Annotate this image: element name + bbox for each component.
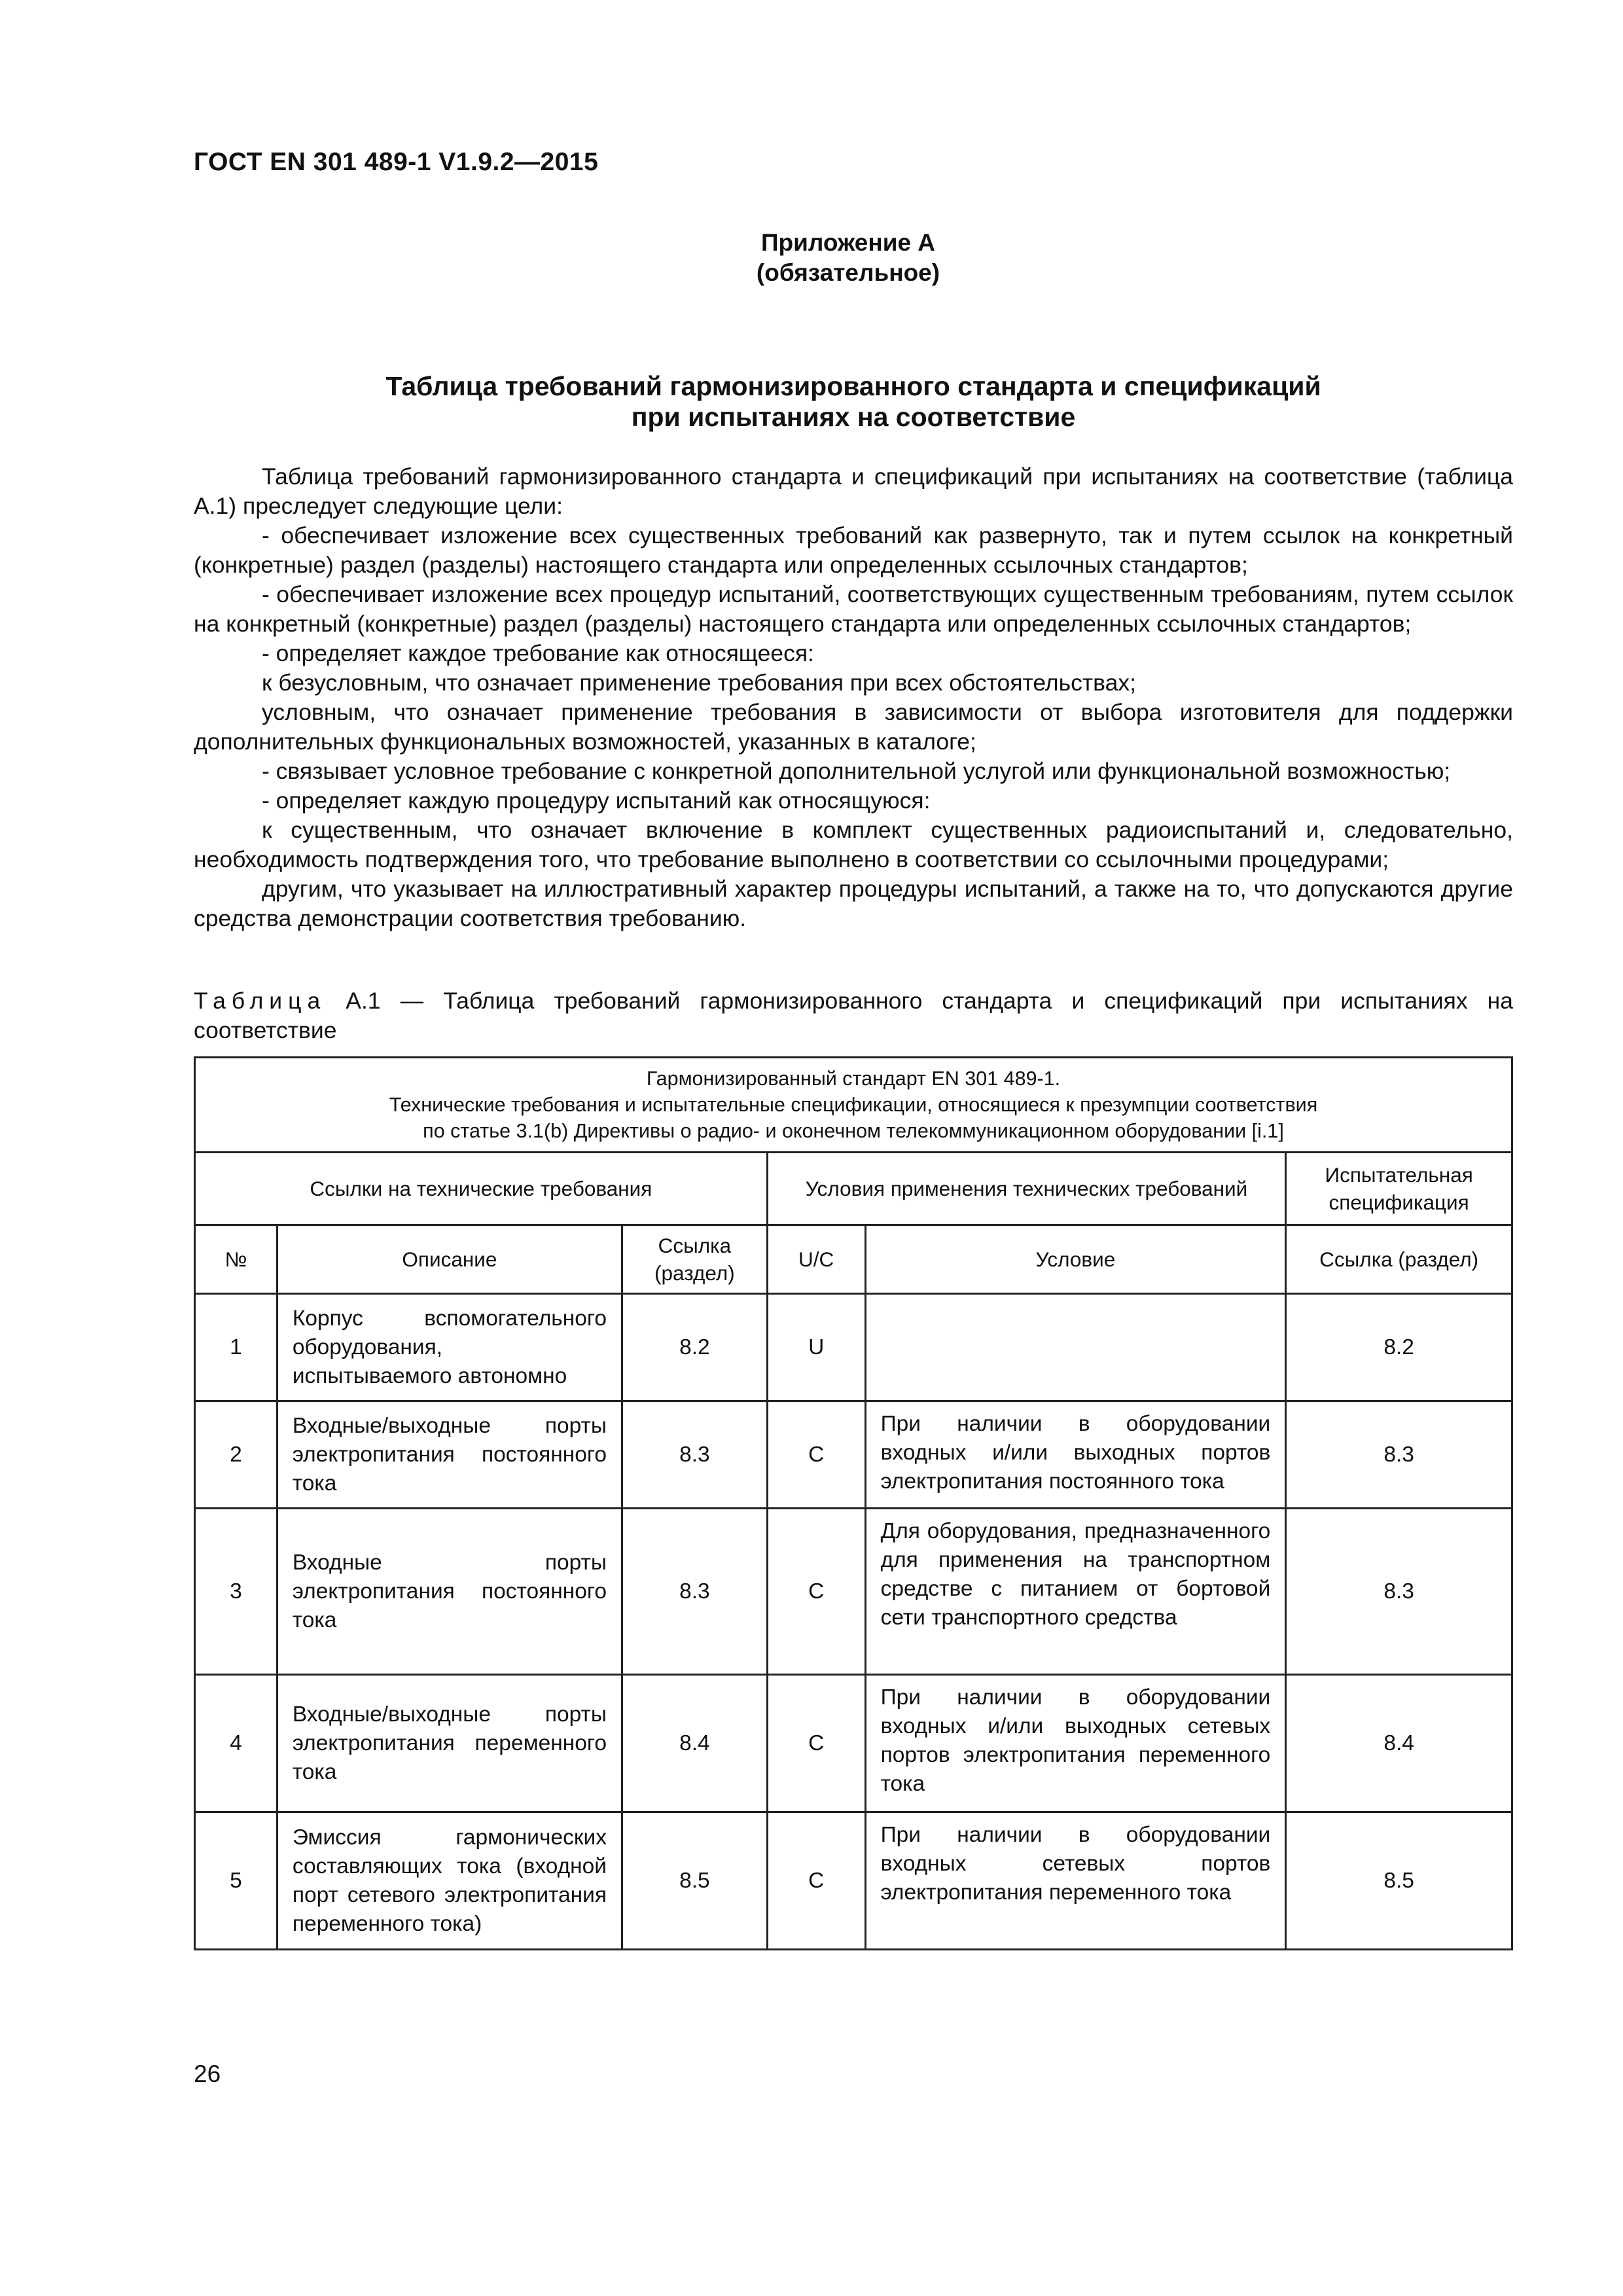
row-uc: C xyxy=(767,1401,865,1509)
table-row xyxy=(195,1401,1512,1509)
row-reference: 8.3 xyxy=(622,1509,767,1675)
table-row xyxy=(195,1675,1512,1812)
row-condition xyxy=(865,1294,1286,1401)
col-header-uc: U/C xyxy=(767,1225,865,1294)
body-text xyxy=(194,462,1513,933)
row-spec: 8.3 xyxy=(1286,1401,1512,1509)
group-header-row xyxy=(195,1153,1512,1225)
body-paragraph: - определяет каждую процедуру испытаний как относящуюся: xyxy=(262,787,931,814)
row-uc: C xyxy=(767,1812,865,1950)
row-uc: C xyxy=(767,1675,865,1812)
row-description: Входные/выходные порты электропитания переменного тока xyxy=(277,1675,622,1812)
col-header-reference: Ссылка (раздел) xyxy=(622,1225,767,1294)
row-num: 3 xyxy=(195,1509,277,1675)
table-title-line: Технические требования и испытательные спецификации, относящиеся к презумпции соответствия xyxy=(389,1094,1318,1116)
section-title-line1: Таблица требований гармонизированного стандарта и спецификаций xyxy=(385,371,1321,401)
body-paragraph: - обеспечивает изложение всех процедур испытаний, соответствующих существенным требованиям, путем ссылок на конкретный (конкретные) раздел (разделы) настоящего стандарта или определенных ссылочных стандартов; xyxy=(194,581,1513,637)
col-header-description: Описание xyxy=(277,1225,622,1294)
annex-status: (обязательное) xyxy=(756,259,940,286)
row-spec: 8.4 xyxy=(1286,1675,1512,1812)
col-header-condition: Условие xyxy=(865,1225,1286,1294)
table-row xyxy=(195,1812,1512,1950)
annex-title: Приложение А xyxy=(760,229,936,256)
table-title-row xyxy=(195,1058,1512,1153)
standard-code: ГОСТ EN 301 489-1 V1.9.2—2015 xyxy=(194,148,599,176)
body-paragraph: - определяет каждое требование как относящееся: xyxy=(262,640,814,666)
body-paragraph: - связывает условное требование с конкретной дополнительной услугой или функциональной возможностью; xyxy=(262,758,1451,784)
row-num: 5 xyxy=(195,1812,277,1950)
group-header-tech-refs: Ссылки на технические требования xyxy=(195,1153,768,1225)
column-header-row xyxy=(195,1225,1512,1294)
row-num: 2 xyxy=(195,1401,277,1509)
table-row xyxy=(195,1294,1512,1401)
col-header-num: № xyxy=(195,1225,277,1294)
row-uc: U xyxy=(767,1294,865,1401)
row-spec: 8.3 xyxy=(1286,1509,1512,1675)
group-header-test-spec: Испытательная спецификация xyxy=(1286,1153,1512,1225)
table-caption-label: Таблица xyxy=(194,988,327,1014)
table-row xyxy=(195,1509,1512,1675)
body-paragraph: условным, что означает применение требования в зависимости от выбора изготовителя для поддержки дополнительных функциональных возможностей, указанных в каталоге; xyxy=(194,699,1513,755)
body-paragraph: другим, что указывает на иллюстративный характер процедуры испытаний, а также на то, что допускаются другие средства демонстрации соответствия требованию. xyxy=(194,876,1513,931)
body-paragraph: к существенным, что означает включение в комплект существенных радиоиспытаний и, следовательно, необходимость подтверждения того, что требование выполнено в соответствии со ссылочными процедурами; xyxy=(194,817,1513,872)
table-caption-text: А.1 — Таблица требований гармонизированного стандарта и спецификаций при испытаниях на соответствие xyxy=(194,988,1513,1043)
page-number: 26 xyxy=(194,2060,221,2087)
row-reference: 8.4 xyxy=(622,1675,767,1812)
row-reference: 8.5 xyxy=(622,1812,767,1950)
row-reference: 8.2 xyxy=(622,1294,767,1401)
body-paragraph: Таблица требований гармонизированного стандарта и спецификаций при испытаниях на соответствие (таблица А.1) преследует следующие цели: xyxy=(194,463,1513,519)
row-reference: 8.3 xyxy=(622,1401,767,1509)
row-condition: При наличии в оборудовании входных и/или выходных сетевых портов электропитания переменного тока xyxy=(865,1675,1286,1812)
row-spec: 8.5 xyxy=(1286,1812,1512,1950)
row-num: 1 xyxy=(195,1294,277,1401)
body-paragraph: - обеспечивает изложение всех существенных требований как развернуто, так и путем ссылок на конкретный (конкретные) раздел (разделы) настоящего стандарта или определенных ссылочных стандартов; xyxy=(194,522,1513,578)
table-caption xyxy=(194,986,1513,1045)
table-title-line: Гармонизированный стандарт EN 301 489-1. xyxy=(646,1067,1061,1090)
requirements-table xyxy=(194,1056,1513,1950)
row-condition: Для оборудования, предназначенного для применения на транспортном средстве с питанием от бортовой сети транспортного средства xyxy=(865,1509,1286,1675)
section-title-line2: при испытаниях на соответствие xyxy=(631,402,1076,432)
table-title-line: по статье 3.1(b) Директивы о радио- и оконечном телекоммуникационном оборудовании [i.1] xyxy=(423,1120,1284,1142)
col-header-spec-reference: Ссылка (раздел) xyxy=(1286,1225,1512,1294)
group-header-conditions: Условия применения технических требований xyxy=(767,1153,1286,1225)
body-paragraph: к безусловным, что означает применение требования при всех обстоятельствах; xyxy=(262,670,1136,696)
table-title-cell xyxy=(195,1058,1512,1153)
row-condition: При наличии в оборудовании входных и/или выходных портов электропитания постоянного тока xyxy=(865,1401,1286,1509)
row-description: Корпус вспомогательного оборудования, испытываемого автономно xyxy=(277,1294,622,1401)
row-spec: 8.2 xyxy=(1286,1294,1512,1401)
row-uc: C xyxy=(767,1509,865,1675)
row-condition: При наличии в оборудовании входных сетевых портов электропитания переменного тока xyxy=(865,1812,1286,1950)
row-description: Входные порты электропитания постоянного тока xyxy=(277,1509,622,1675)
row-description: Эмиссия гармонических составляющих тока (входной порт сетевого электропитания переменного тока) xyxy=(277,1812,622,1950)
row-description: Входные/выходные порты электропитания постоянного тока xyxy=(277,1401,622,1509)
row-num: 4 xyxy=(195,1675,277,1812)
